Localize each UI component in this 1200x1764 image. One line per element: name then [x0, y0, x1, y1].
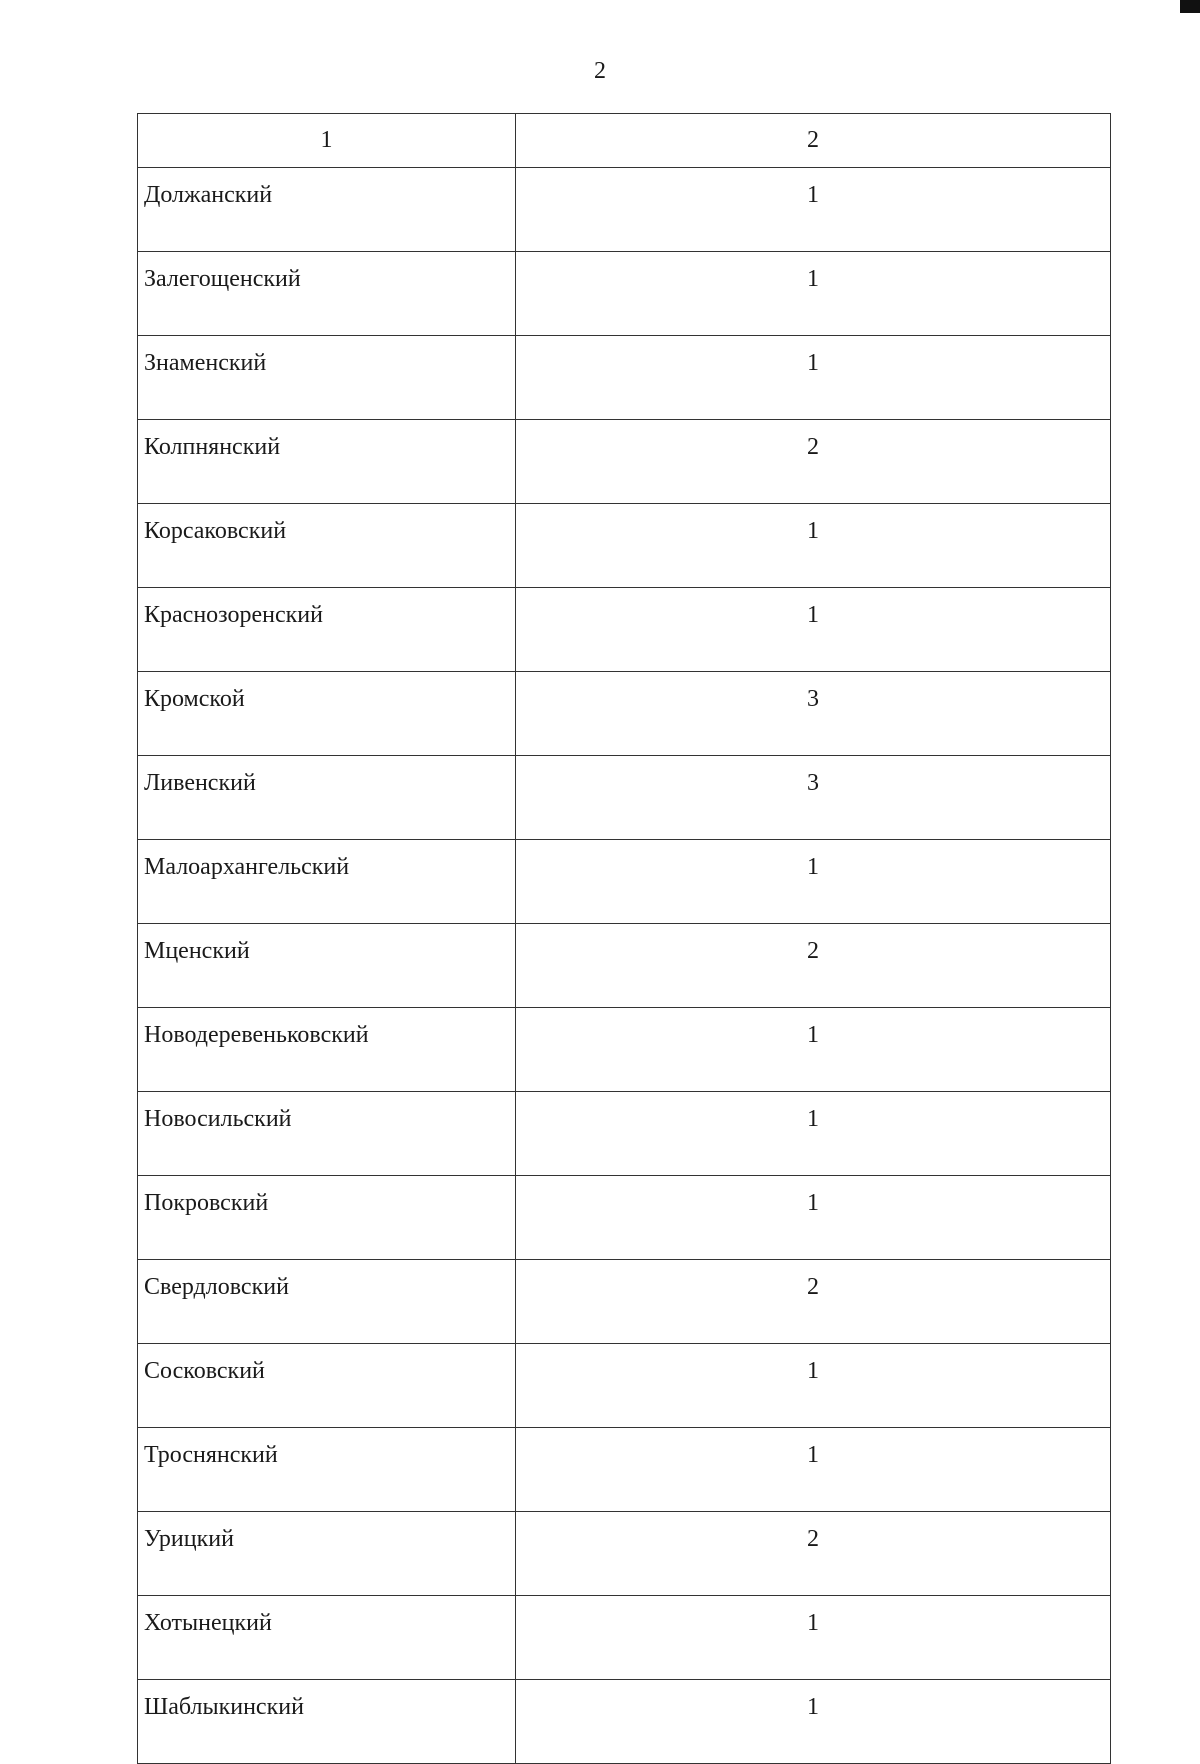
district-table [137, 113, 1111, 1764]
district-count: 1 [516, 1428, 1111, 1512]
table-row [138, 1008, 1111, 1092]
table-row [138, 1344, 1111, 1428]
district-count: 1 [516, 1008, 1111, 1092]
district-name: Свердловский [138, 1260, 516, 1344]
district-count: 3 [516, 756, 1111, 840]
district-count: 1 [516, 252, 1111, 336]
district-name: Мценский [138, 924, 516, 1008]
district-count: 2 [516, 924, 1111, 1008]
column-header-1: 1 [138, 114, 516, 168]
district-count: 1 [516, 840, 1111, 924]
district-count: 3 [516, 672, 1111, 756]
table-row [138, 1428, 1111, 1512]
district-name: Краснозоренский [138, 588, 516, 672]
table-row [138, 924, 1111, 1008]
district-name: Залегощенский [138, 252, 516, 336]
column-header-2: 2 [516, 114, 1111, 168]
district-count: 2 [516, 1512, 1111, 1596]
district-name: Покровский [138, 1176, 516, 1260]
table-row [138, 168, 1111, 252]
table-row [138, 336, 1111, 420]
district-name: Троснянский [138, 1428, 516, 1512]
district-count: 1 [516, 588, 1111, 672]
table-header-row [138, 114, 1111, 168]
table-row [138, 1596, 1111, 1680]
page-number: 2 [594, 58, 606, 84]
table-row [138, 1260, 1111, 1344]
district-name: Корсаковский [138, 504, 516, 588]
scan-mark [1180, 0, 1200, 13]
district-name: Хотынецкий [138, 1596, 516, 1680]
table-row [138, 252, 1111, 336]
district-name: Колпнянский [138, 420, 516, 504]
district-name: Ливенский [138, 756, 516, 840]
district-count: 2 [516, 420, 1111, 504]
district-name: Шаблыкинский [138, 1680, 516, 1764]
table-row [138, 1092, 1111, 1176]
district-count: 1 [516, 1344, 1111, 1428]
table-row [138, 1176, 1111, 1260]
table-row [138, 420, 1111, 504]
table-row [138, 672, 1111, 756]
district-name: Должанский [138, 168, 516, 252]
district-count: 1 [516, 336, 1111, 420]
table-row [138, 756, 1111, 840]
district-count: 1 [516, 1596, 1111, 1680]
district-name: Урицкий [138, 1512, 516, 1596]
table-row [138, 840, 1111, 924]
district-name: Знаменский [138, 336, 516, 420]
district-name: Новодеревеньковский [138, 1008, 516, 1092]
district-count: 1 [516, 1176, 1111, 1260]
district-count: 1 [516, 1680, 1111, 1764]
district-name: Новосильский [138, 1092, 516, 1176]
district-count: 1 [516, 168, 1111, 252]
table-row [138, 588, 1111, 672]
district-count: 1 [516, 504, 1111, 588]
table-row [138, 1512, 1111, 1596]
district-name: Кромской [138, 672, 516, 756]
district-name: Сосковский [138, 1344, 516, 1428]
district-count: 1 [516, 1092, 1111, 1176]
table-row [138, 504, 1111, 588]
table-row [138, 1680, 1111, 1764]
district-name: Малоархангельский [138, 840, 516, 924]
district-count: 2 [516, 1260, 1111, 1344]
